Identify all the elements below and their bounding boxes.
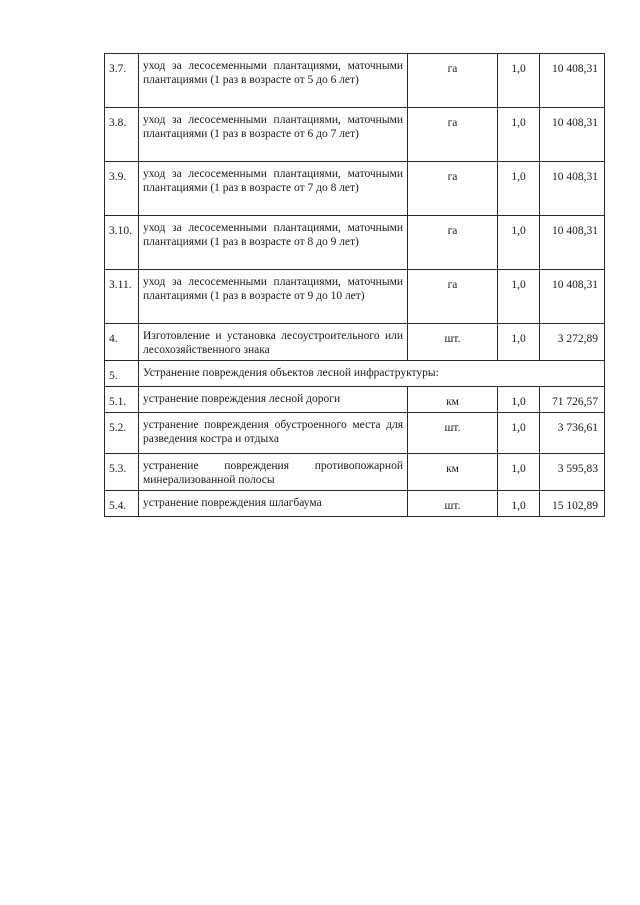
row-name: устранение повреждения лесной дороги (139, 387, 408, 413)
row-number: 3.7. (105, 54, 139, 108)
row-quantity: 1,0 (498, 387, 540, 413)
row-quantity: 1,0 (498, 454, 540, 491)
row-price: 10 408,31 (540, 54, 605, 108)
row-quantity: 1,0 (498, 108, 540, 162)
row-name: уход за лесосеменными плантациями, маточными плантациями (1 раз в возрасте от 8 до 9 лет) (139, 216, 408, 270)
row-quantity: 1,0 (498, 162, 540, 216)
row-quantity: 1,0 (498, 413, 540, 454)
row-unit: шт. (408, 491, 498, 517)
row-name: устранение повреждения обустроенного места для разведения костра и отдыха (139, 413, 408, 454)
row-unit: га (408, 162, 498, 216)
table-row (105, 108, 605, 162)
row-name: устранение повреждения шлагбаума (139, 491, 408, 517)
row-name: Изготовление и установка лесоустроительного или лесохозяйственного знака (139, 324, 408, 361)
row-name: устранение повреждения противопожарной минерализованной полосы (139, 454, 408, 491)
table-row (105, 454, 605, 491)
row-number: 5.1. (105, 387, 139, 413)
row-price: 3 595,83 (540, 454, 605, 491)
row-number: 5. (105, 361, 139, 387)
table-row (105, 54, 605, 108)
table-row-section (105, 361, 605, 387)
section-heading: Устранение повреждения объектов лесной инфраструктуры: (139, 361, 605, 387)
row-number: 4. (105, 324, 139, 361)
row-price: 15 102,89 (540, 491, 605, 517)
table-row (105, 270, 605, 324)
row-price: 10 408,31 (540, 162, 605, 216)
row-unit: га (408, 216, 498, 270)
rates-table (104, 53, 605, 517)
row-number: 3.10. (105, 216, 139, 270)
table-row (105, 324, 605, 361)
row-unit: шт. (408, 413, 498, 454)
row-unit: км (408, 454, 498, 491)
row-number: 3.11. (105, 270, 139, 324)
row-price: 3 272,89 (540, 324, 605, 361)
table-row (105, 162, 605, 216)
row-quantity: 1,0 (498, 270, 540, 324)
table-row (105, 491, 605, 517)
row-quantity: 1,0 (498, 491, 540, 517)
row-price: 10 408,31 (540, 108, 605, 162)
row-unit: га (408, 270, 498, 324)
row-name: уход за лесосеменными плантациями, маточными плантациями (1 раз в возрасте от 5 до 6 лет) (139, 54, 408, 108)
table-row (105, 413, 605, 454)
row-quantity: 1,0 (498, 216, 540, 270)
row-name: уход за лесосеменными плантациями, маточными плантациями (1 раз в возрасте от 6 до 7 лет) (139, 108, 408, 162)
table-row (105, 387, 605, 413)
row-number: 5.4. (105, 491, 139, 517)
table-row (105, 216, 605, 270)
row-unit: га (408, 108, 498, 162)
row-unit: га (408, 54, 498, 108)
row-quantity: 1,0 (498, 324, 540, 361)
row-unit: км (408, 387, 498, 413)
row-price: 10 408,31 (540, 216, 605, 270)
row-number: 5.2. (105, 413, 139, 454)
row-quantity: 1,0 (498, 54, 540, 108)
row-number: 3.8. (105, 108, 139, 162)
row-price: 10 408,31 (540, 270, 605, 324)
row-number: 5.3. (105, 454, 139, 491)
row-name: уход за лесосеменными плантациями, маточными плантациями (1 раз в возрасте от 7 до 8 лет) (139, 162, 408, 216)
row-name: уход за лесосеменными плантациями, маточными плантациями (1 раз в возрасте от 9 до 10 лет) (139, 270, 408, 324)
row-number: 3.9. (105, 162, 139, 216)
row-price: 3 736,61 (540, 413, 605, 454)
row-price: 71 726,57 (540, 387, 605, 413)
row-unit: шт. (408, 324, 498, 361)
